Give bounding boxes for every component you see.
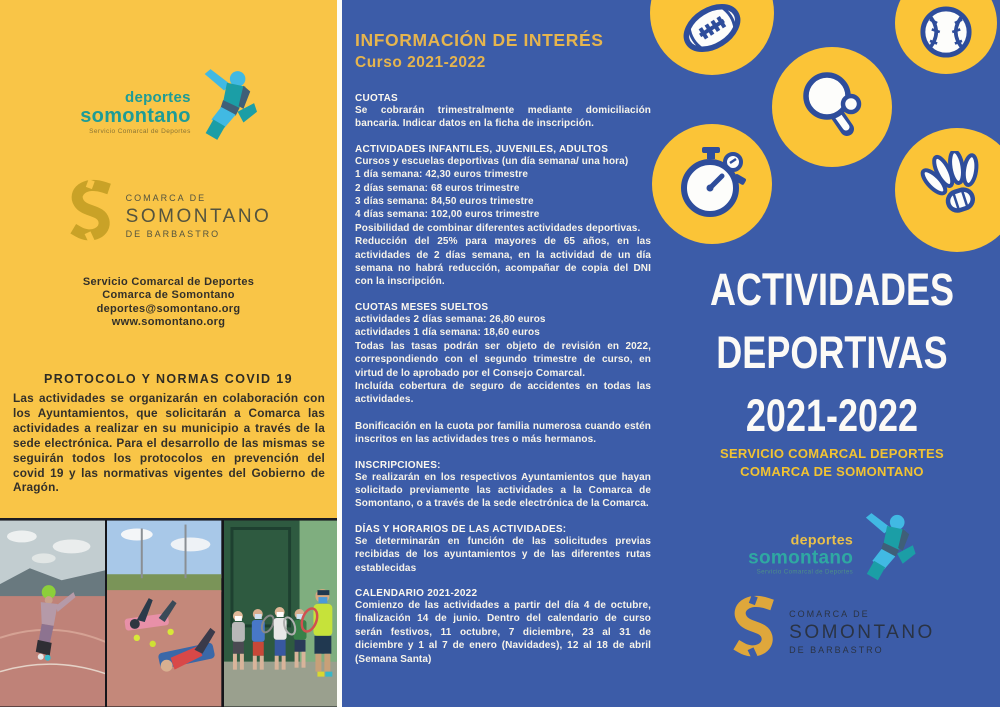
panel-fold-divider — [337, 0, 342, 707]
logo-tagline: Servicio Comarcal de Deportes — [756, 568, 854, 576]
comarca-somontano-logo — [0, 176, 337, 257]
left-panel — [0, 0, 337, 707]
deportes-somontano-logo-footer — [669, 512, 996, 587]
price-line: actividades 1 día semana: 18,60 euros — [355, 327, 540, 339]
photo-strip — [0, 518, 337, 707]
logo-word-somontano: somontano — [80, 105, 191, 127]
title-line-2: DEPORTIVAS — [716, 327, 948, 378]
comarca-s-icon — [66, 176, 114, 257]
comarca-s-icon — [729, 592, 777, 673]
logo-word-deportes: deportes — [124, 89, 191, 106]
deportes-somontano-logo — [0, 68, 337, 147]
section-heading: INSCRIPCIONES: — [355, 459, 441, 471]
section-inscripciones — [355, 460, 651, 511]
section-paragraph: Incluída cobertura de seguro de accidentes en todas las actividades. — [355, 380, 651, 406]
comarca-line1: COMARCA DE — [125, 193, 207, 203]
comarca-line2: SOMONTANO — [125, 206, 272, 227]
center-panel — [355, 30, 651, 679]
section-paragraph: Se determinarán en función de las solicitudes previas recibidas de los ayuntamientos y de las diferentes rutas establecidas — [355, 535, 651, 574]
contact-block — [0, 276, 337, 329]
sport-circle-table-tennis — [772, 47, 892, 167]
comarca-line3: DE BARBASTRO — [125, 229, 221, 239]
section-paragraph: Comienzo de las actividades a partir del día 4 de octubre, finalización 14 de junio. Dentro del calendario de curso serán festivos, 11 octubre, 7 diciembre, 23 al 31 de diciembre y 1 al 7 de enero (Navidades), 12 al 18 de abril (Semana Santa) — [355, 599, 651, 665]
section-heading: CUOTAS MESES SUELTOS — [355, 301, 489, 313]
section-paragraph: Bonificación en la cuota por familia numerosa cuando estén inscritos en las actividades tres o más hermanos. — [355, 420, 651, 446]
comarca-logo-text — [789, 610, 935, 655]
sport-circle-badminton — [895, 128, 1000, 252]
section-paragraph: Reducción del 25% para mayores de 65 años, en las actividades de 2 días semana, en la actividad de un día semana no habrá reducción, acompañar de copia del DNI con la inscripción. — [355, 236, 651, 288]
info-title: INFORMACIÓN DE INTERÉS — [355, 30, 604, 50]
comarca-line3: DE BARBASTRO — [789, 645, 884, 655]
price-line: 2 días semana: 68 euros trimestre — [355, 182, 520, 194]
contact-email: deportes@somontano.org — [96, 302, 241, 315]
photo-mat-exercises — [107, 520, 221, 707]
comarca-line1: COMARCA DE — [789, 609, 870, 619]
table-tennis-paddle-icon — [796, 69, 868, 146]
comarca-logo-text — [126, 194, 272, 239]
logo-tagline: Servicio Comarcal de Deportes — [89, 128, 191, 135]
section-paragraph: Se cobrarán trimestralmente mediante domiciliación bancaria. Indicar datos en la ficha de inscripción. — [355, 105, 651, 130]
subtitle-line-2: COMARCA DE SOMONTANO — [740, 464, 924, 479]
logo-word-deportes: deportes — [790, 531, 854, 549]
deportes-logo-text — [80, 90, 190, 136]
info-sections — [355, 93, 651, 666]
price-line: 1 día semana: 42,30 euros trimestre — [355, 169, 529, 181]
subtitle-line-1: SERVICIO COMARCAL DEPORTES — [719, 446, 944, 461]
info-subtitle: Curso 2021-2022 — [355, 54, 486, 71]
section-paragraph: Se realizarán en los respectivos Ayuntamientos que hayan solicitado previamente las actividades a la Comarca de Somontano, o a través de la sede electrónica de la Comarca. — [355, 471, 651, 510]
photo-rollerblading — [0, 520, 105, 707]
section-cuotas — [355, 93, 651, 131]
section-dias-horarios — [355, 524, 651, 575]
section-heading: CUOTAS — [355, 93, 398, 104]
sport-circle-baseball — [895, 0, 997, 74]
cover-title — [658, 258, 1000, 447]
comarca-somontano-logo-footer — [660, 592, 1000, 673]
price-line: actividades 2 días semana: 26,80 euros — [355, 313, 546, 325]
athlete-icon — [195, 68, 257, 147]
section-cuotas-meses — [355, 302, 651, 407]
section-paragraph: Todas las tasas podrán ser objeto de revisión en 2022, correspondiendo con el segundo trimestre de curso, en virtud de lo aprobado por el Consejo Comarcal. — [355, 340, 651, 379]
covid-heading: PROTOCOLO Y NORMAS COVID 19 — [44, 372, 293, 386]
section-paragraph: Posibilidad de combinar diferentes actividades deportivas. — [355, 222, 641, 234]
sport-circle-rugby — [650, 0, 774, 75]
title-line-1: ACTIVIDADES — [709, 264, 955, 315]
section-actividades — [355, 144, 651, 289]
contact-line: Servicio Comarcal de Deportes — [82, 276, 255, 288]
price-line: 3 días semana: 84,50 euros trimestre — [355, 196, 534, 208]
comarca-line2: SOMONTANO — [789, 622, 935, 643]
photo-tennis-fronton — [224, 520, 337, 707]
covid-paragraph: Las actividades se organizarán en colaboración con los Ayuntamientos, que solicitarán a Comarca las actividades a realizar en su municipio a través de la sede electrónica. Para el desarrollo de las mismas se seguirán todos los protocolos en prevención del covid 19 y las normativas vigentes del Gobierno de Aragón. — [13, 391, 325, 495]
baseball-icon — [914, 0, 978, 69]
contact-line: Comarca de Somontano — [102, 289, 235, 302]
deportes-logo-text — [748, 533, 853, 576]
rugby-ball-icon — [676, 0, 748, 69]
sport-circle-stopwatch — [652, 124, 772, 244]
section-heading: ACTIVIDADES INFANTILES, JUVENILES, ADULTOS — [355, 143, 609, 155]
section-heading: CALENDARIO 2021-2022 — [355, 587, 478, 599]
section-heading: DÍAS Y HORARIOS DE LAS ACTIVIDADES: — [355, 523, 567, 535]
section-bonificacion — [355, 420, 651, 447]
stopwatch-icon — [675, 145, 749, 224]
price-line: 4 días semana: 102,00 euros trimestre — [355, 209, 540, 221]
section-calendario — [355, 588, 651, 666]
title-line-3: 2021-2022 — [745, 390, 919, 441]
athlete-icon — [857, 512, 916, 587]
section-paragraph: Cursos y escuelas deportivas (un día semana/ una hora) — [355, 155, 629, 167]
logo-word-somontano: somontano — [748, 547, 854, 569]
shuttlecock-icon — [920, 151, 994, 230]
contact-website: www.somontano.org — [111, 315, 226, 328]
cover-subtitle — [658, 445, 1000, 481]
